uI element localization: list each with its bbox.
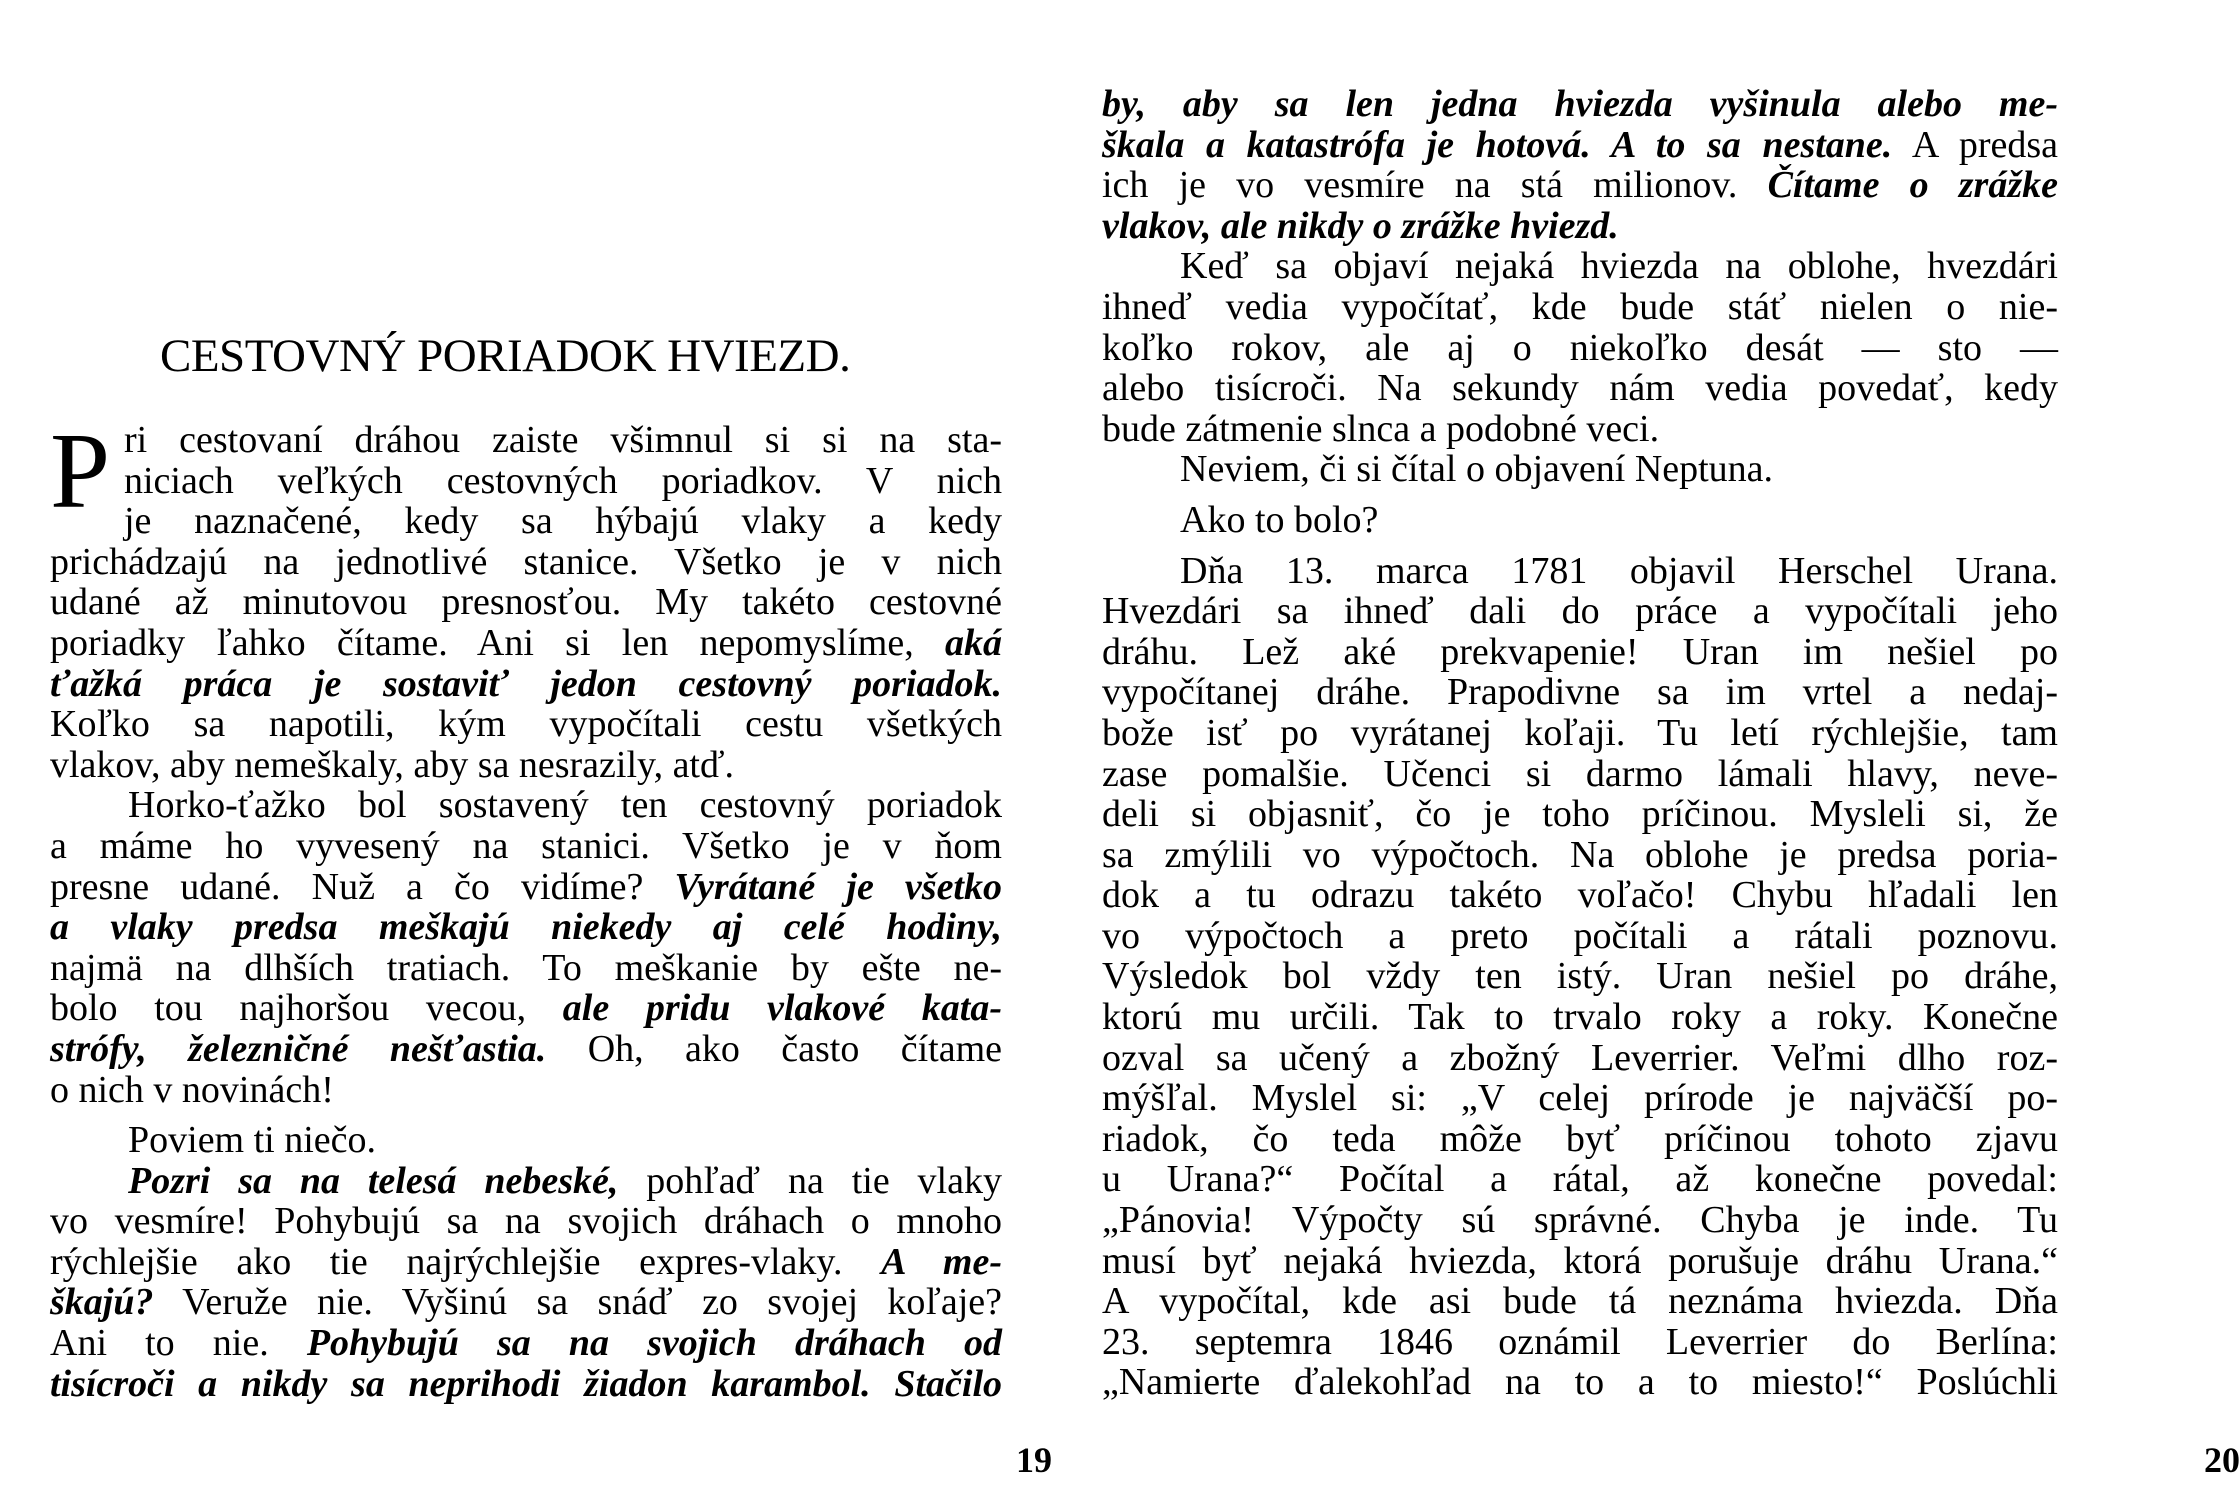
chapter-title: CESTOVNÝ PORIADOK HVIEZD.	[160, 330, 851, 382]
right-page	[1102, 0, 2240, 1500]
page-number: 19	[1016, 1440, 1052, 1480]
left-page-body: P ri cestovaní dráhou zaiste všimnul si si na sta- niciach veľkých cestovných poriadkov. V nich je naznačené, kedy sa hýbajú vlaky a kedy prichádzajú na jednotlivé stanice. Všetko je v nich udané až minutovou presnosťou. My takéto cestovné poriadky ľahko čítame. Ani si len nepomyslíme, aká ťažká práca je sostaviť jedon cestovný poriadok. Koľko sa napotili, kým vypočítali cestu všetkých vlakov, aby nemeškaly, aby sa nesrazily, atď. Horko-ťažko bol sostavený ten cestovný poriadok a máme ho vyvesený na stanici. Všetko je v ňom presne udané. Nuž a čo vidíme? Vyrátané je všetko a vlaky predsa meškajú niekedy aj celé hodiny, najmä na dlhších tratiach. To meškanie by ešte ne- bolo tou najhoršou vecou, ale pridu vlakové kata- strófy, železničné nešťastia. Oh, ako často čítame o nich v novinách! Poviem ti niečo. Pozri sa na telesá nebeské, pohľaď na tie vlaky vo vesmíre! Pohybujú sa na svojich dráhach o mnoho rýchlejšie ako tie najrýchlejšie expres-vlaky. A me- škajú? Veruže nie. Vyšinú sa snáď zo svojej koľaje? Ani to nie. Pohybujú sa na svojich dráhach od tisícroči a nikdy sa neprihodi žiadon karambol. Stačilo	[50, 412, 1003, 1405]
left-page	[50, 0, 1052, 1500]
right-page-body: by, aby sa len jedna hviezda vyšinula alebo me- škala a katastrófa je hotová. A to sa nestane. A predsa ich je vo vesmíre na stá milionov. Čítame o zrážke vlakov, ale nikdy o zrážke hviezd. Keď sa objaví nejaká hviezda na oblohe, hvezdári ihneď vedia vypočítať, kde bude stáť nielen o nie- koľko rokov, ale aj o niekoľko desát — sto — alebo tisícroči. Na sekundy nám vedia povedať, kedy bude zátmenie slnca a podobné veci. Neviem, či si čítal o objavení Neptuna. Ako to bolo? Dňa 13. marca 1781 objavil Herschel Urana. Hvezdári sa ihneď dali do práce a vypočítali jeho dráhu. Lež aké prekvapenie! Uran im nešiel po vypočítanej dráhe. Prapodivne sa im vrtel a nedaj- bože isť po vyrátanej koľaji. Tu letí rýchlejšie, tam zase pomalšie. Učenci si darmo lámali hlavy, neve- deli si objasniť, čo je toho príčinou. Mysleli si, že sa zmýlili vo výpočtoch. Na oblohe je predsa poria- dok a tu odrazu takéto voľačo! Chybu hľadali len vo výpočtoch a preto počítali a rátali poznovu. Výsledok bol vždy ten istý. Uran nešiel po dráhe, ktorú mu určili. Tak to trvalo roky a roky. Konečne ozval sa učený a zbožný Leverrier. Veľmi dlho roz- mýšľal. Myslel si: „V celej prírode je najväčší po- riadok, čo teda môže byť príčinou tohoto zjavu u Urana?“ Počítal a rátal, až konečne povedal: „Pánovia! Výpočty sú správné. Chyba je inde. Tu musí byť nejaká hviezda, ktorá porušuje dráhu Urana.“ A vypočítal, kde asi bude tá neznáma hviezda. Dňa 23. septemra 1846 oznámil Leverrier do Berlína: „Namierte ďalekohľad na to a to miesto!“ Poslúchli	[1102, 83, 2058, 1404]
drop-cap: P	[50, 412, 111, 531]
page-number: 20	[2204, 1440, 2240, 1480]
